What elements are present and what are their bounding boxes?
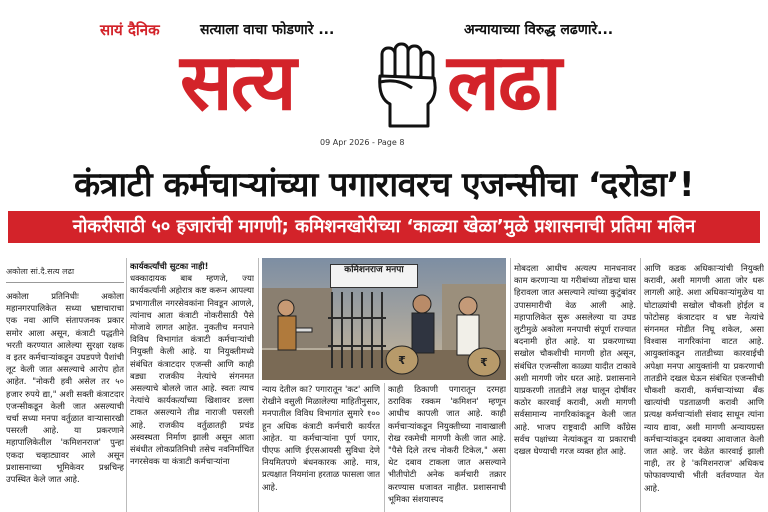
- column-2-subheading: कार्यकर्त्यांची सुटका नाही!: [130, 261, 209, 271]
- article-column-2: [130, 260, 254, 512]
- column-5-text: आणि कडक अधिकाऱ्यांची नियुक्ती करावी, अशी मागणी आता जोर धरू लागली आहे. अशा अधिकाऱ्यांमुळेच या घोटाळ्यांची सखोल चौकशी होईल व फोटोसह कंत्राटदार व भ्रष्ट नेत्यांचे संगनमत मोडीत निघू शकेल, असा विश्वास नागरिकांना वाटत आहे. आयुक्तांकडून तातडीच्या कारवाईची अपेक्षा मनपा आयुक्तांनी या प्रकरणाची तातडीने दखल घेऊन संबंधित एजन्सीची चौकशी करावी, कर्मचाऱ्यांच्या बँक खात्यांची पडताळणी करावी आणि प्रत्यक्ष कर्मचाऱ्यांशी संवाद साधून त्यांना न्याय द्यावा, अशी मागणी अन्यायग्रस्त कर्मचाऱ्यांकडून दबक्या आवाजात केली जात आहे. जर वेळेत कारवाई झाली नाही, तर हे 'कमिशनराज' अधिकच फोफावण्याची भीती वर्तवण्यात येत आहे.: [644, 263, 764, 493]
- column-3a-text: न्याय देतील का? पगारातून 'कट' आणि रोखीने वसुली मिळालेल्या माहितीनुसार, मनपातील विविध विभागांत सुमारे १०० हून अधिक कंत्राटी कर्मचारी कार्यरत आहेत. या कर्मचाऱ्यांना पूर्ण पगार, पीएफ आणि ईएसआयसी सुविधा देणे नियमितपणे बंधनकारक आहे. मात्र, प्रत्यक्षात नियमांना हरताळ फासला जात आहे.: [262, 384, 380, 492]
- column-divider: [640, 258, 641, 512]
- article-column-3a: [262, 383, 380, 512]
- masthead-title-left: सत्य: [180, 38, 295, 128]
- article-column-3b: [388, 383, 506, 512]
- byline-divider: [6, 282, 124, 283]
- article-column-4: [514, 262, 636, 512]
- column-divider: [258, 258, 259, 512]
- column-4-text: मोबदला आधीच अत्यल्प मानधनावर काम करणाऱ्या या गरीबांच्या तोंडचा घास हिरावला जात असल्याने त्यांच्या कुटुंबांवर उपासमारीची वेळ आली आहे. महापालिकेत सुरू असलेल्या या उघड लुटीमुळे अकोला मनपाची संपूर्ण राज्यात बदनामी होत आहे. या प्रकरणाच्या सखोल चौकशीची मागणी होत असून, संबंधित एजन्सीला काळ्या यादीत टाकावे अशी मागणी जोर धरत आहे. प्रशासनाने याप्रकरणी तातडीने लक्ष घालून दोषींवर कठोर कारवाई करावी, अशी मागणी सर्वसामान्य नागरिकांकडून केली जात आहे. भाजप राष्ट्रवादी आणि काँग्रेस सर्वच पक्षांच्या नेत्यांकडून या प्रकाराची दखल घेण्याची गरज व्यक्त होत आहे.: [514, 263, 636, 457]
- money-bag-right-label: ₹: [480, 356, 488, 369]
- raised-fist-icon: [368, 38, 448, 128]
- money-bag-left-label: ₹: [398, 354, 406, 367]
- column-3b-text: काही ठिकाणी पगारातून दरमहा ठराविक रक्कम 'कमिशन' म्हणून आधीच कापली जात आहे. काही कर्मचाऱ्यांकडून नियुक्तीच्या नावाखाली रोख रकमेची मागणी केली जात आहे. "पैसे दिले तरच नोकरी टिकेल," असा थेट दबाव टाकला जात असल्याने भीतीपोटी अनेक कर्मचारी तक्रार करण्यास धजावत नाहीत. प्रशासनाची भूमिका संशयास्पद: [388, 384, 506, 504]
- tagline-mid: सत्याला वाचा फोडणारे ...: [200, 22, 335, 38]
- byline: अकोला सां.दै.सत्य लढा: [6, 267, 75, 276]
- article-column-5: [644, 262, 764, 512]
- subheadline: नोकरीसाठी ५० हजारांची मागणी; कमिशनखोरीच्या ‘काळ्या खेळा’मुळे प्रशासनाची प्रतिमा मलिन: [72, 216, 696, 237]
- column-1-text: अकोला प्रतिनिधीः अकोला महानगरपालिकेत सध्या भ्रष्टाचाराचा एक नवा आणि संतापजनक प्रकार समोर आला असून, कंत्राटी पद्धतीने भरती करण्यात आलेल्या सुरक्षा रक्षक व इतर कर्मचाऱ्यांकडून उघडपणे पैशांची लूट केली जात असल्याचे आरोप होत आहेत. "नोकरी हवी असेल तर ५० हजार रुपये द्या," अशी सक्ती कंत्राटदार एजन्सीकडून केली जात असल्याची चर्चा सध्या मनपा वर्तुळात वाऱ्यासारखी पसरली आहे. या प्रकरणाने महापालिकेतील 'कमिशनराज' पुन्हा एकदा चव्हाट्यावर आले असून प्रशासनाच्या भूमिकेवर प्रश्नचिन्ह उपस्थित केले जात आहे.: [6, 291, 124, 485]
- column-divider: [510, 258, 511, 512]
- dateline: 09 Apr 2026 - Page 8: [320, 138, 405, 147]
- masthead-title-right: लढा: [447, 38, 561, 128]
- tagline-left: सायं दैनिक: [100, 21, 160, 39]
- column-divider: [126, 258, 127, 512]
- main-headline: कंत्राटी कर्मचाऱ्यांच्या पगारावरच एजन्सीचा ‘दरोडा’!: [74, 165, 694, 205]
- tagline-right: अन्यायाच्या विरुद्ध लढणारे...: [464, 22, 614, 38]
- illustration-sign: कमिशनराज मनपा: [330, 264, 418, 288]
- column-2-text: धक्कादायक बाब म्हणजे, ज्या कार्यकर्त्यांनी अहोरात्र कष्ट करून आपल्या प्रभागातील नगरसेवकांना निवडून आणले, त्यांनाच आता कंत्राटी नोकरीसाठी पैसे मोजावे लागत आहेत. नुकतीच मनपाने विविध विभागांत कंत्राटी कर्मचाऱ्यांची नियुक्ती केली आहे. या नियुक्तीमध्ये संबंधित कंत्राटदार एजन्सी आणि काही बड्या राजकीय नेत्यांचे संगनमत असल्याचे बोलले जात आहे. स्वतः त्याच नेत्यांचे कार्यकर्त्यांच्या खिशावर डल्ला टाकत असल्याने तीव्र नाराजी पसरली आहे. राजकीय वर्तुळातही प्रचंड अस्वस्थता निर्माण झाली असून आता संबंधीत लोकप्रतिनिधी तसेच नवनिर्माचित नगरसेवक या कंत्राटी कर्मचाऱ्यांना: [130, 273, 254, 467]
- column-divider: [384, 383, 385, 512]
- article-column-1: [6, 290, 124, 512]
